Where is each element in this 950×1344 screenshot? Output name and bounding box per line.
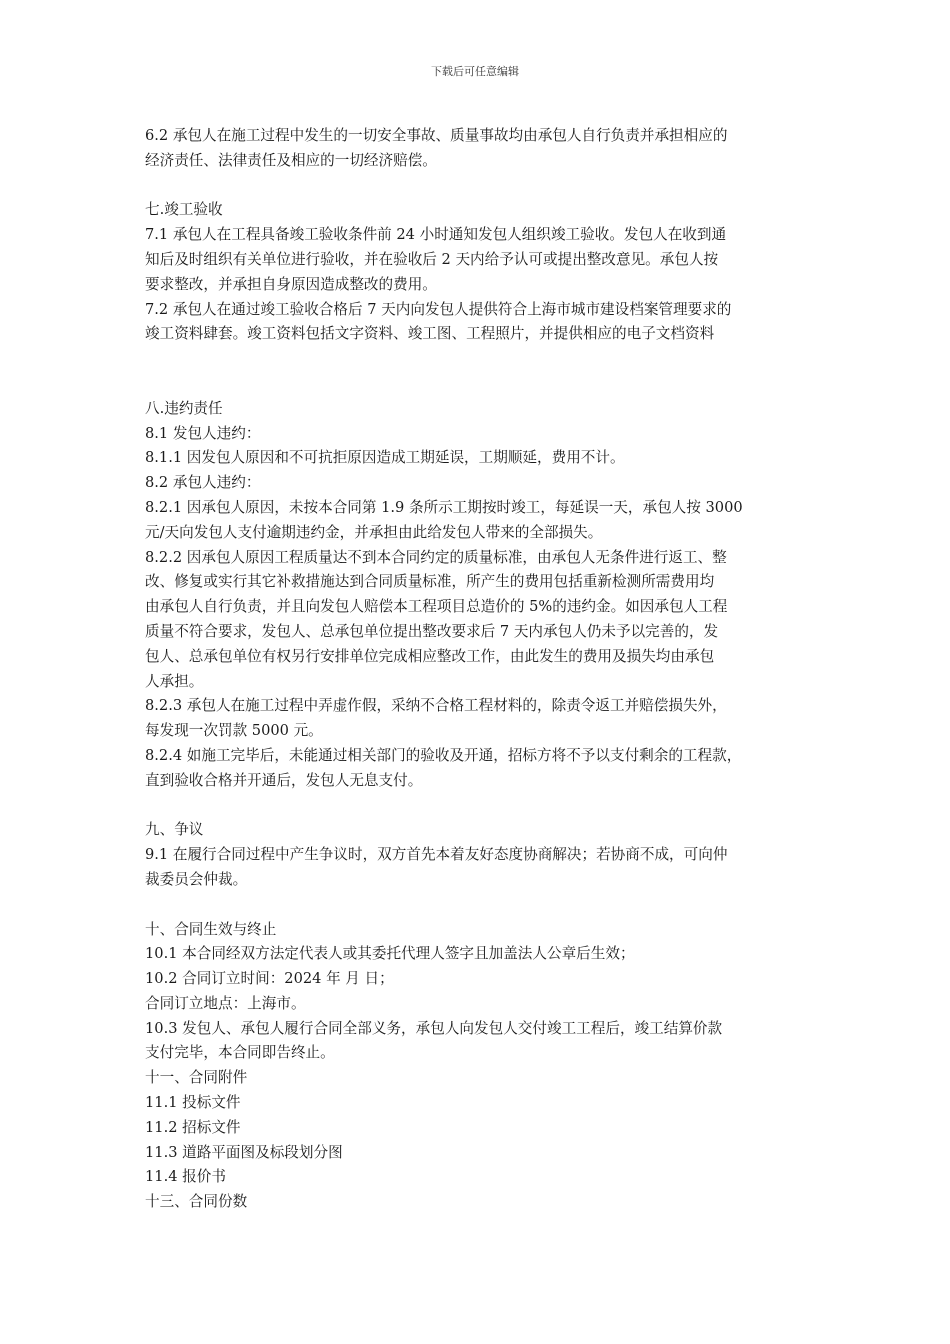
blank-line [145,347,821,372]
text-line: 裁委员会仲裁。 [145,870,248,888]
text-line: 8.1 发包人违约： [145,424,261,442]
text-line: 8.2.2 因承包人原因工程质量达不到本合同约定的质量标准，由承包人无条件进行返工、整 [145,548,727,566]
text-line: 十三、合同份数 [145,1193,248,1211]
text-line: 8.2.1 因承包人原因，未按本合同第 1.9 条所示工期按时竣工，每延误一天，承包人按 3000 [145,498,743,516]
text-line: 由承包人自行负责，并且向发包人赔偿本工程项目总造价的 5%的违约金。如因承包人工程 [145,598,728,616]
text-line: 知后及时组织有关单位进行验收，并在验收后 2 天内给予认可或提出整改意见。承包人按 [145,250,719,268]
text-line: 8.1.1 因发包人原因和不可抗拒原因造成工期延误，工期顺延，费用不计。 [145,449,625,467]
text-line: 每发现一次罚款 5000 元。 [145,722,323,740]
text-line: 8.2.4 如施工完毕后，未能通过相关部门的验收及开通，招标方将不予以支付剩余的工程款， [145,746,742,764]
text-line: 十一、合同附件 [145,1069,248,1087]
text-line: 6.2 承包人在施工过程中发生的一切安全事故、质量事故均由承包人自行负责并承担相应的 [145,127,728,144]
text-line: 经济责任、法律责任及相应的一切经济赔偿。 [145,151,437,169]
text-line: 人承担。 [145,672,204,690]
blank-line [145,174,821,199]
text-line: 10.3 发包人、承包人履行合同全部义务，承包人向发包人交付竣工工程后，竣工结算价款 [145,1019,723,1037]
text-line: 九、争议 [145,821,204,839]
text-line: 10.1 本合同经双方法定代表人或其委托代理人签字且加盖法人公章后生效； [145,945,635,963]
text-line: 质量不符合要求，发包人、总承包单位提出整改要求后 7 天内承包人仍未予以完善的，发 [145,622,719,640]
text-line: 7.1 承包人在工程具备竣工验收条件前 24 小时通知发包人组织竣工验收。发包人在收到通 [145,226,727,244]
text-line: 10.2 合同订立时间：2024 年 月 日； [145,970,394,988]
text-line: 9.1 在履行合同过程中产生争议时，双方首先本着友好态度协商解决；若协商不成，可向仲 [145,846,728,864]
text-line: 11.3 道路平面图及标段划分图 [145,1143,343,1161]
text-line: 八.违约责任 [145,399,223,417]
blank-line [145,794,821,819]
page-header: 下载后可任意编辑 [431,65,519,78]
text-line: 元/天向发包人支付逾期违约金，并承担由此给发包人带来的全部损失。 [145,523,603,541]
text-line: 支付完毕，本合同即告终止。 [145,1044,335,1062]
text-line: 7.2 承包人在通过竣工验收合格后 7 天内向发包人提供符合上海市城市建设档案管理要求的 [145,300,732,318]
text-line: 要求整改，并承担自身原因造成整改的费用。 [145,275,437,293]
text-line: 直到验收合格并开通后，发包人无息支付。 [145,771,423,789]
text-line: 8.2 承包人违约： [145,474,261,492]
blank-line [145,893,821,918]
text-line: 合同订立地点：上海市。 [145,994,306,1012]
text-line: 十、合同生效与终止 [145,920,277,938]
text-line: 包人、总承包单位有权另行安排单位完成相应整改工作，由此发生的费用及损失均由承包 [145,647,715,665]
text-line: 11.4 报价书 [145,1168,226,1186]
document-body [145,124,821,1215]
text-line: 改、修复或实行其它补救措施达到合同质量标准，所产生的费用包括重新检测所需费用均 [145,573,715,591]
text-line: 七.竣工验收 [145,201,223,219]
text-line: 竣工资料肆套。竣工资料包括文字资料、竣工图、工程照片，并提供相应的电子文档资料 [145,325,715,343]
text-line: 11.2 招标文件 [145,1118,241,1136]
text-line: 11.1 投标文件 [145,1094,241,1112]
blank-line [145,372,821,397]
text-line: 8.2.3 承包人在施工过程中弄虚作假，采纳不合格工程材料的，除责令返工并赔偿损失外， [145,697,727,715]
